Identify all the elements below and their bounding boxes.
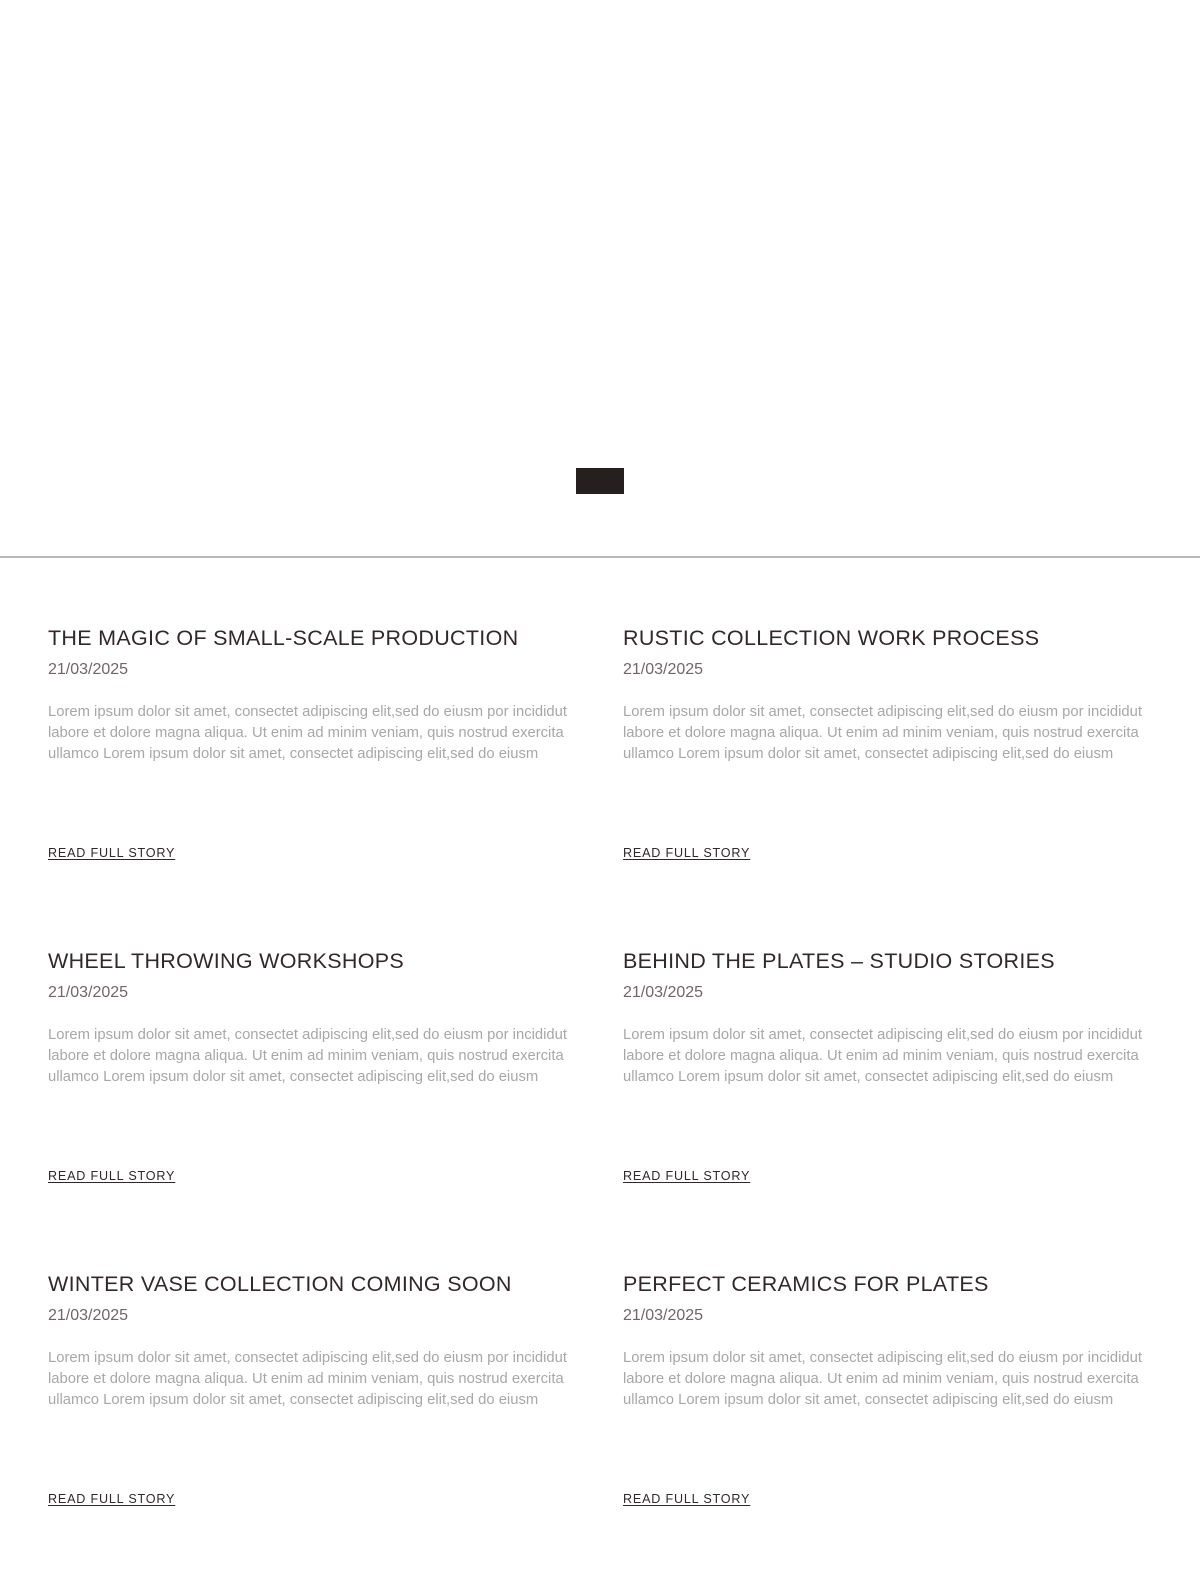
post-title[interactable]: WINTER VASE COLLECTION COMING SOON xyxy=(48,1272,512,1296)
post-title[interactable]: PERFECT CERAMICS FOR PLATES xyxy=(623,1272,989,1296)
blog-post-grid xyxy=(48,620,1158,1589)
blog-post-card xyxy=(623,1266,1143,1589)
blog-post-card xyxy=(623,943,1143,1266)
post-date: 21/03/2025 xyxy=(48,661,129,678)
post-excerpt: Lorem ipsum dolor sit amet, consectet adipiscing elit,sed do eiusm por incididut labore et dolore magna aliqua. Ut enim ad minim veniam, quis nostrud exercita ullamco Lorem ipsum dolor sit amet, consectet adipiscing elit,sed do eiusm xyxy=(623,1350,1142,1408)
post-excerpt: Lorem ipsum dolor sit amet, consectet adipiscing elit,sed do eiusm por incididut labore et dolore magna aliqua. Ut enim ad minim veniam, quis nostrud exercita ullamco Lorem ipsum dolor sit amet, consectet adipiscing elit,sed do eiusm xyxy=(48,1027,567,1085)
read-full-story-link[interactable]: READ FULL STORY xyxy=(623,1492,751,1506)
post-title[interactable]: RUSTIC COLLECTION WORK PROCESS xyxy=(623,626,1040,650)
blog-post-card xyxy=(48,620,568,943)
post-excerpt: Lorem ipsum dolor sit amet, consectet adipiscing elit,sed do eiusm por incididut labore et dolore magna aliqua. Ut enim ad minim veniam, quis nostrud exercita ullamco Lorem ipsum dolor sit amet, consectet adipiscing elit,sed do eiusm xyxy=(623,704,1142,762)
post-date: 21/03/2025 xyxy=(623,1307,704,1324)
blog-post-card xyxy=(623,620,1143,943)
post-date: 21/03/2025 xyxy=(48,1307,129,1324)
post-date: 21/03/2025 xyxy=(623,984,704,1001)
post-excerpt: Lorem ipsum dolor sit amet, consectet adipiscing elit,sed do eiusm por incididut labore et dolore magna aliqua. Ut enim ad minim veniam, quis nostrud exercita ullamco Lorem ipsum dolor sit amet, consectet adipiscing elit,sed do eiusm xyxy=(623,1027,1142,1085)
read-full-story-link[interactable]: READ FULL STORY xyxy=(48,1169,176,1183)
post-excerpt: Lorem ipsum dolor sit amet, consectet adipiscing elit,sed do eiusm por incididut labore et dolore magna aliqua. Ut enim ad minim veniam, quis nostrud exercita ullamco Lorem ipsum dolor sit amet, consectet adipiscing elit,sed do eiusm xyxy=(48,1350,567,1408)
read-full-story-link[interactable]: READ FULL STORY xyxy=(48,1492,176,1506)
post-date: 21/03/2025 xyxy=(623,661,704,678)
read-full-story-link[interactable]: READ FULL STORY xyxy=(623,846,751,860)
hero-accent-block xyxy=(576,468,624,494)
post-title[interactable]: THE MAGIC OF SMALL-SCALE PRODUCTION xyxy=(48,626,519,650)
blog-post-card xyxy=(48,1266,568,1589)
post-title[interactable]: WHEEL THROWING WORKSHOPS xyxy=(48,949,404,973)
read-full-story-link[interactable]: READ FULL STORY xyxy=(623,1169,751,1183)
post-date: 21/03/2025 xyxy=(48,984,129,1001)
blog-post-card xyxy=(48,943,568,1266)
section-divider xyxy=(0,556,1200,558)
read-full-story-link[interactable]: READ FULL STORY xyxy=(48,846,176,860)
hero-section xyxy=(0,0,1200,556)
post-title[interactable]: BEHIND THE PLATES – STUDIO STORIES xyxy=(623,949,1055,973)
post-excerpt: Lorem ipsum dolor sit amet, consectet adipiscing elit,sed do eiusm por incididut labore et dolore magna aliqua. Ut enim ad minim veniam, quis nostrud exercita ullamco Lorem ipsum dolor sit amet, consectet adipiscing elit,sed do eiusm xyxy=(48,704,567,762)
